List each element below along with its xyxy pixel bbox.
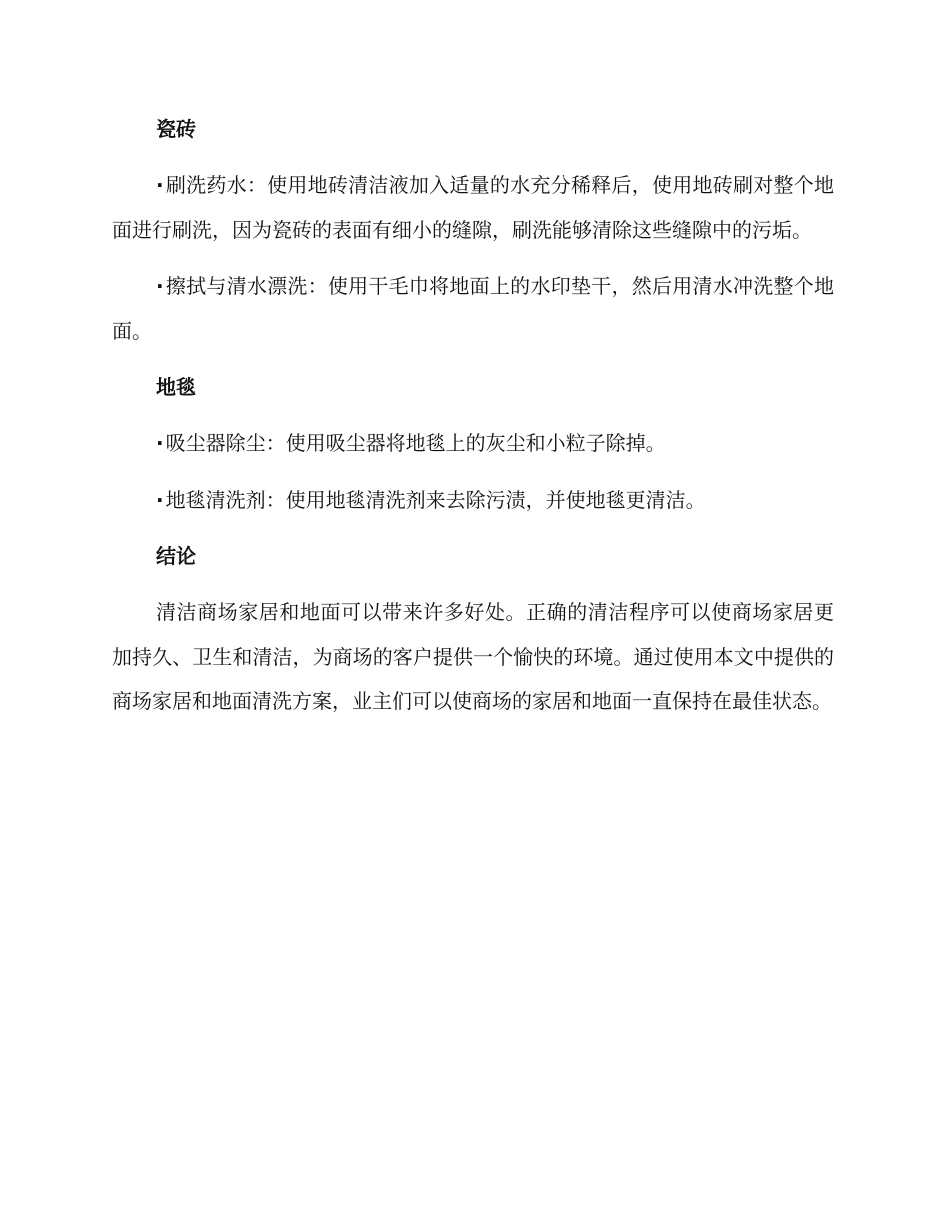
section-heading-tiles: 瓷砖 (156, 117, 196, 141)
bullet-item-vacuum (112, 421, 834, 466)
bullet-item-rinse (112, 264, 834, 353)
bullet-text: 擦拭与清水漂洗：使用干毛巾将地面上的水印垫干，然后用清水冲洗整个地面。 (112, 274, 834, 343)
document-page (112, 107, 834, 736)
conclusion-paragraph: 清洁商场家居和地面可以带来许多好处。正确的清洁程序可以使商场家居更加持久、卫生和清洁，为商场的客户提供一个愉快的环境。通过使用本文中提供的商场家居和地面清洗方案，业主们可以使商场的家居和地面一直保持在最佳状态。 (112, 600, 834, 713)
section-heading-carpet: 地毯 (156, 375, 196, 399)
bullet-item-scrub (112, 163, 834, 252)
bullet-dot: · (156, 173, 164, 197)
bullet-text: 地毯清洗剂：使用地毯清洗剂来去除污渍，并使地毯更清洁。 (165, 487, 706, 512)
bullet-dot: · (156, 487, 164, 512)
bullet-text: 刷洗药水：使用地砖清洁液加入适量的水充分稀释后，使用地砖刷对整个地面进行刷洗，因为瓷砖的表面有细小的缝隙，刷洗能够清除这些缝隙中的污垢。 (112, 173, 834, 242)
bullet-dot: · (156, 274, 164, 298)
section-heading-conclusion: 结论 (156, 544, 196, 568)
bullet-item-carpet-cleaner (112, 478, 834, 523)
bullet-dot: · (156, 431, 164, 455)
bullet-text: 吸尘器除尘：使用吸尘器将地毯上的灰尘和小粒子除掉。 (165, 431, 666, 455)
